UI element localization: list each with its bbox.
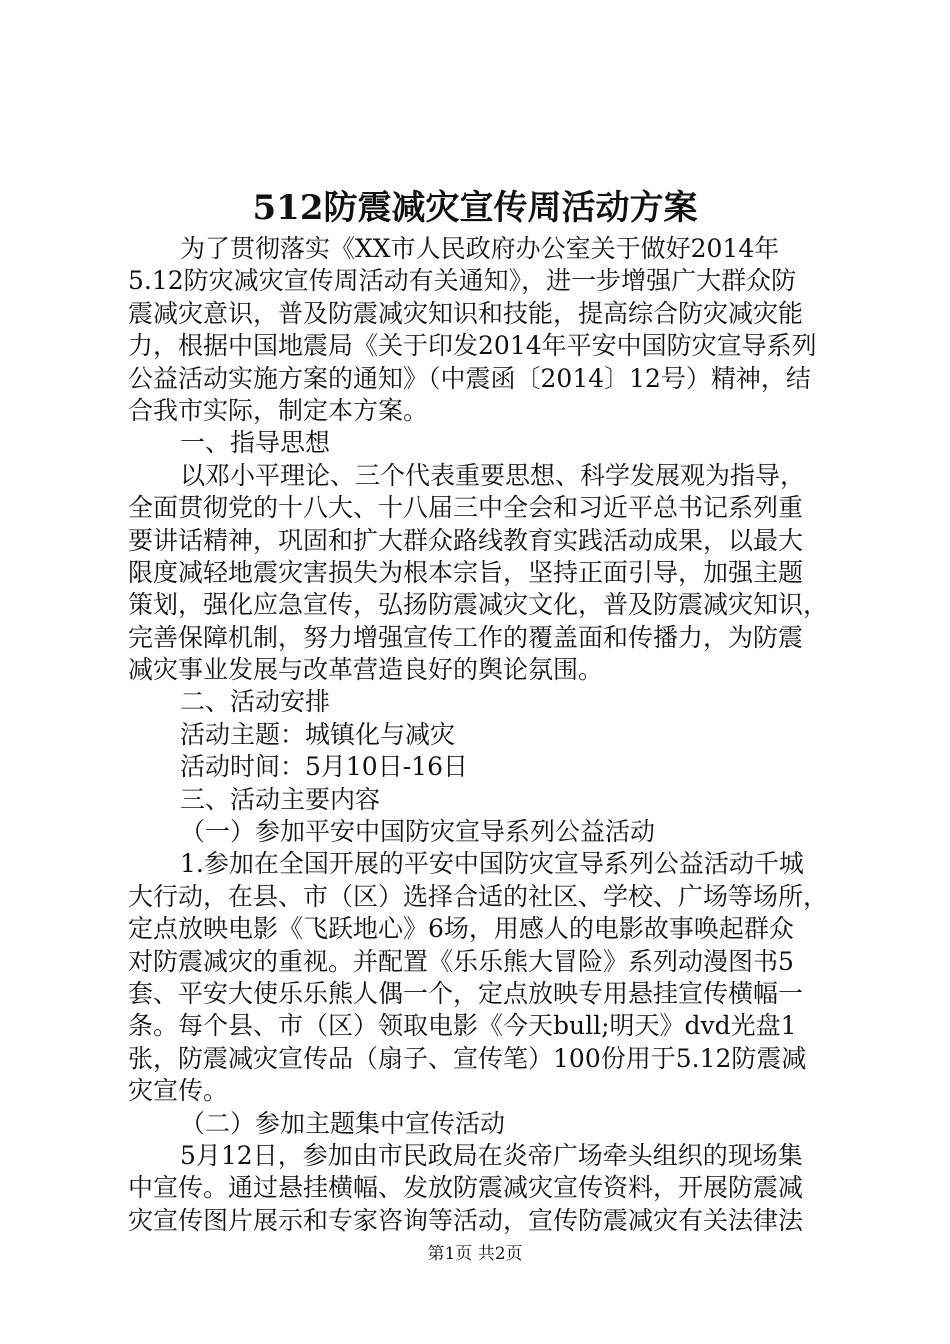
paragraph-line: 灾宣传。 <box>128 1076 229 1106</box>
subsection-heading: （二）参加主题集中宣传活动 <box>180 1108 506 1138</box>
section-heading: 三、活动主要内容 <box>180 784 381 814</box>
paragraph-line: 大行动，在县、市（区）选择合适的社区、学校、广场等场所， <box>128 881 828 911</box>
paragraph-line: 为了贯彻落实《XX市人民政府办公室关于做好2014年 <box>180 234 780 263</box>
document-title: 512防震减灾宣传周活动方案 <box>252 188 698 228</box>
paragraph-line: 灾宣传图片展示和专家咨询等活动，宣传防震减灾有关法律法 <box>128 1205 804 1235</box>
document-body <box>128 233 828 1237</box>
subsection-heading: （一）参加平安中国防灾宣导系列公益活动 <box>180 817 656 847</box>
paragraph-line: 全面贯彻党的十八大、十八届三中全会和习近平总书记系列重 <box>128 493 804 523</box>
paragraph-line: 1.参加在全国开展的平安中国防灾宣导系列公益活动千城 <box>180 849 804 879</box>
paragraph-line: 策划，强化应急宣传，弘扬防震减灾文化，普及防震减灾知识， <box>128 590 828 620</box>
paragraph-line: 限度减轻地震灾害损失为根本宗旨，坚持正面引导，加强主题 <box>128 557 804 587</box>
paragraph-line: 震减灾意识，普及防震减灾知识和技能，提高综合防灾减灾能 <box>128 298 804 328</box>
paragraph-line: 要讲话精神，巩固和扩大群众路线教育实践活动成果，以最大 <box>128 525 804 555</box>
paragraph-line: 活动时间：5月10日-16日 <box>180 752 468 782</box>
paragraph-line: 条。每个县、市（区）领取电影《今天bull;明天》dvd光盘1 <box>128 1011 797 1041</box>
paragraph-line: 中宣传。通过悬挂横幅、发放防震减灾宣传资料，开展防震减 <box>128 1173 804 1203</box>
paragraph-line: 定点放映电影《飞跃地心》6场，用感人的电影故事唤起群众 <box>128 914 794 944</box>
paragraph-line: 完善保障机制，努力增强宣传工作的覆盖面和传播力，为防震 <box>128 622 804 652</box>
paragraph-line: 对防震减灾的重视。并配置《乐乐熊大冒险》系列动漫图书5 <box>128 946 794 976</box>
paragraph-line: 5.12防灾减灾宣传周活动有关通知》，进一步增强广大群众防 <box>128 266 797 296</box>
paragraph-line: 张，防震减灾宣传品（扇子、宣传笔）100份用于5.12防震减 <box>128 1043 807 1073</box>
paragraph-line: 合我市实际，制定本方案。 <box>128 395 429 425</box>
paragraph-line: 力，根据中国地震局《关于印发2014年平安中国防灾宣导系列 <box>128 331 817 361</box>
section-heading: 一、指导思想 <box>180 428 331 458</box>
paragraph-line: 套、平安大使乐乐熊人偶一个，定点放映专用悬挂宣传横幅一 <box>128 978 804 1008</box>
page-footer: 第1页 共2页 <box>427 1244 523 1264</box>
paragraph-line: 活动主题：城镇化与减灾 <box>180 719 456 749</box>
section-heading: 二、活动安排 <box>180 687 331 717</box>
paragraph-line: 减灾事业发展与改革营造良好的舆论氛围。 <box>128 655 604 685</box>
paragraph-line: 公益活动实施方案的通知》（中震函〔2014〕12号）精神，结 <box>128 363 811 393</box>
paragraph-line: 以邓小平理论、三个代表重要思想、科学发展观为指导， <box>180 460 806 490</box>
paragraph-line: 5月12日，参加由市民政局在炎帝广场牵头组织的现场集 <box>180 1140 803 1170</box>
